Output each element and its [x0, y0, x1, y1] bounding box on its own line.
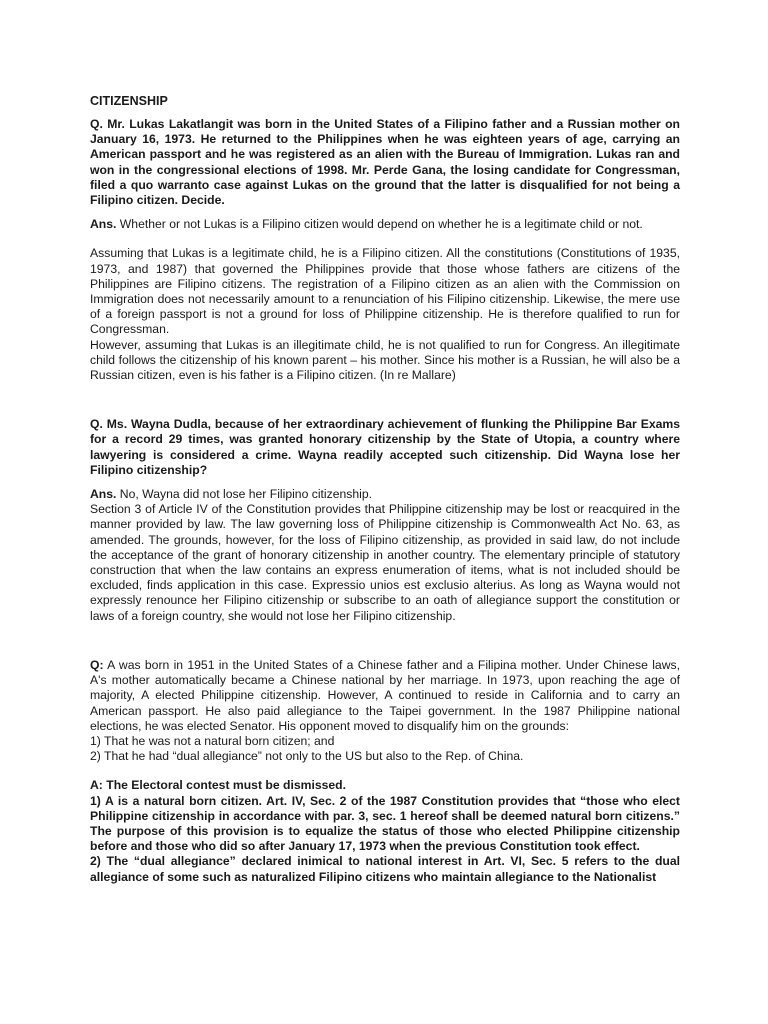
- answer-3-point-2: 2) The “dual allegiance” declared inimical to national interest in Art. VI, Sec. 5 refers to the dual allegiance of some such as naturalized Filipino citizens who maintain allegiance to the Nationalist: [90, 854, 680, 884]
- question-2: Q. Ms. Wayna Dudla, because of her extraordinary achievement of flunking the Philippine Bar Exams for a record 29 times, was granted honorary citizenship by the State of Utopia, a country where lawyering is considered a crime. Wayna readily accepted such citizenship. Did Wayna lose her Filipino citizenship?: [90, 417, 680, 477]
- answer-2-intro: [90, 487, 680, 502]
- answer-1-paragraph-1: Assuming that Lukas is a legitimate child, he is a Filipino citizen. All the constitutions (Constitutions of 1935, 1973, and 1987) that governed the Philippines provide that those whose fathers are citizens of the Philippines are Filipino citizens. The registration of a Filipino citizen as an alien with the Commission on Immigration does not necessarily amount to a renunciation of his Filipino citizenship. Likewise, the mere use of a foreign passport is not a ground for loss of Philippine citizenship. He is therefore qualified to run for Congressman.: [90, 246, 680, 337]
- answer-2-paragraph-1: Section 3 of Article IV of the Constitution provides that Philippine citizenship may be lost or reacquired in the manner provided by law. The law governing loss of Philippine citizenship is Commonwealth Act No. 63, as amended. The grounds, however, for the loss of Filipino citizenship, as provided in said law, do not include the acceptance of the grant of honorary citizenship in another country. The elementary principle of statutory construction that when the law contains an express enumeration of items, what is not included should be excluded, finds application in this case. Expressio unios est exclusio alterius. As long as Wayna would not expressly renounce her Filipino citizenship or subscribe to an oath of allegiance support the constitution or laws of a foreign country, she would not lose her Filipino citizenship.: [90, 502, 680, 623]
- answer-3-heading: A: The Electoral contest must be dismissed.: [90, 778, 347, 793]
- answer-text: Whether or not Lukas is a Filipino citizen would depend on whether he is a legitimate child or not.: [116, 217, 643, 232]
- question-3-item-2: 2) That he had “dual allegiance” not only to the US but also to the Rep. of China.: [90, 749, 524, 764]
- question-text: A was born in 1951 in the United States of a Chinese father and a Filipina mother. Under Chinese laws, A's mother automatically became a Chinese national by her marriage. In 1973, upon reaching the age of majority, A elected Philippine citizenship. However, A continued to reside in California and to carry an American passport. He also paid allegiance to the Taipei government. In the 1987 Philippine national elections, he was elected Senator. His opponent moved to disqualify him on the grounds:: [90, 657, 680, 733]
- answer-label: Ans.: [90, 487, 117, 502]
- answer-1-intro: [90, 217, 680, 232]
- answer-1-paragraph-2: However, assuming that Lukas is an illegitimate child, he is not qualified to run for Congress. An illegitimate child follows the citizenship of his known parent – his mother. Since his mother is a Russian, he will also be a Russian citizen, even is his father is a Filipino citizen. (In re Mallare): [90, 337, 680, 383]
- question-label: Q:: [90, 657, 104, 672]
- document-heading: CITIZENSHIP: [90, 94, 168, 108]
- question-1: Q. Mr. Lukas Lakatlangit was born in the United States of a Filipino father and a Russian mother on January 16, 1973. He returned to the Philippines when he was eighteen years of age, carrying an American passport and he was registered as an alien with the Bureau of Immigration. Lukas ran and won in the congressional elections of 1998. Mr. Perde Gana, the losing candidate for Congressman, filed a quo warranto case against Lukas on the ground that the latter is disqualified for not being a Filipino citizen. Decide.: [90, 117, 680, 208]
- question-3-item-1: 1) That he was not a natural born citizen; and: [90, 733, 335, 748]
- answer-text: No, Wayna did not lose her Filipino citizenship.: [116, 487, 373, 502]
- answer-3-point-1: 1) A is a natural born citizen. Art. IV, Sec. 2 of the 1987 Constitution provides that “those who elect Philippine citizenship in accordance with par. 3, sec. 1 hereof shall be deemed natural born citizens.” The purpose of this provision is to equalize the status of those who elected Philippine citizenship before and those who did so after January 17, 1973 when the previous Constitution took effect.: [90, 793, 680, 854]
- question-3: [90, 658, 680, 734]
- document-page: [90, 93, 680, 885]
- answer-label: Ans.: [90, 217, 117, 232]
